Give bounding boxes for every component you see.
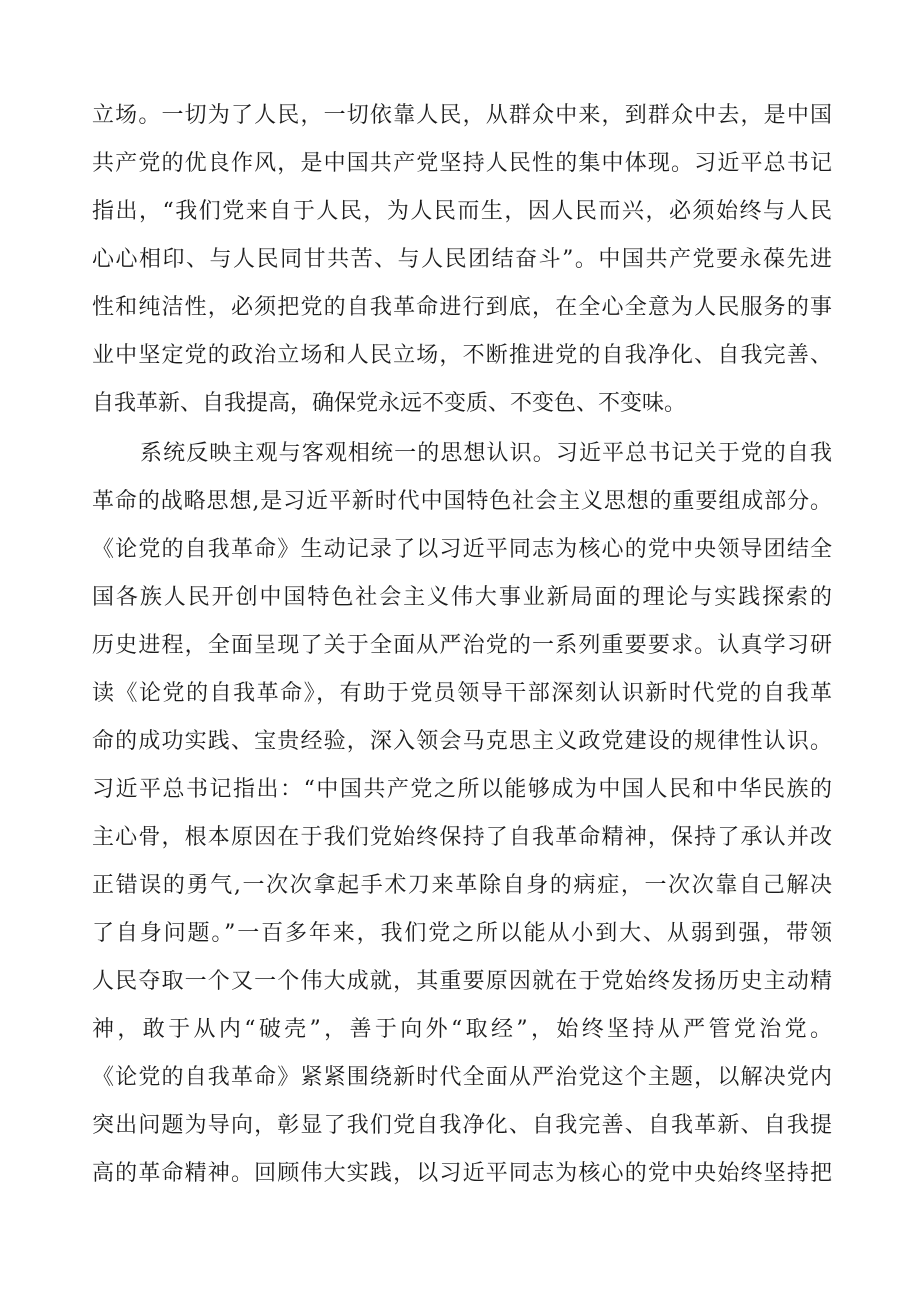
text-line: 突出问题为导向，彰显了我们党自我净化、自我完善、自我革新、自我提	[92, 1113, 832, 1138]
text-line: 命的成功实践、宝贵经验，深入领会马克思主义政党建设的规律性认识。	[92, 729, 832, 754]
text-line: 革命的战略思想,是习近平新时代中国特色社会主义思想的重要组成部分。	[92, 489, 832, 514]
text-line: 共产党的优良作风，是中国共产党坚持人民性的集中体现。习近平总书记	[92, 151, 832, 176]
text-line: 主心骨，根本原因在于我们党始终保持了自我革命精神，保持了承认并改	[92, 825, 832, 850]
text-line: 《论党的自我革命》生动记录了以习近平同志为核心的党中央领导团结全	[92, 537, 832, 562]
text-line: 正错误的勇气,一次次拿起手术刀来革除自身的病症，一次次靠自己解决	[92, 873, 832, 898]
text-line: 习近平总书记指出：“中国共产党之所以能够成为中国人民和中华民族的	[92, 777, 832, 802]
text-line: 业中坚定党的政治立场和人民立场，不断推进党的自我净化、自我完善、	[92, 343, 832, 368]
text-line: 历史进程，全面呈现了关于全面从严治党的一系列重要要求。认真学习研	[92, 633, 832, 658]
text-line: 国各族人民开创中国特色社会主义伟大事业新局面的理论与实践探索的	[92, 585, 832, 610]
text-line: 自我革新、自我提高，确保党永远不变质、不变色、不变味。	[92, 391, 687, 416]
text-line: 《论党的自我革命》紧紧围绕新时代全面从严治党这个主题，以解决党内	[92, 1065, 832, 1090]
text-line: 心心相印、与人民同甘共苦、与人民团结奋斗”。中国共产党要永葆先进	[92, 247, 832, 272]
text-line: 高的革命精神。回顾伟大实践，以习近平同志为核心的党中央始终坚持把	[92, 1161, 832, 1186]
text-line: 性和纯洁性，必须把党的自我革命进行到底，在全心全意为人民服务的事	[92, 295, 832, 320]
text-line: 人民夺取一个又一个伟大成就，其重要原因就在于党始终发扬历史主动精	[92, 969, 832, 994]
text-line: 读《论党的自我革命》，有助于党员领导干部深刻认识新时代党的自我革	[92, 681, 832, 706]
text-line: 了自身问题。”一百多年来，我们党之所以能从小到大、从弱到强，带领	[92, 921, 832, 946]
text-line: 神，敢于从内“破壳”，善于向外“取经”，始终坚持从严管党治党。	[92, 1017, 832, 1042]
text-line: 立场。一切为了人民，一切依靠人民，从群众中来，到群众中去，是中国	[92, 103, 832, 128]
text-line: 指出，“我们党来自于人民，为人民而生，因人民而兴，必须始终与人民	[92, 199, 832, 224]
paragraph-first-line: 系统反映主观与客观相统一的思想认识。习近平总书记关于党的自我	[140, 441, 832, 466]
